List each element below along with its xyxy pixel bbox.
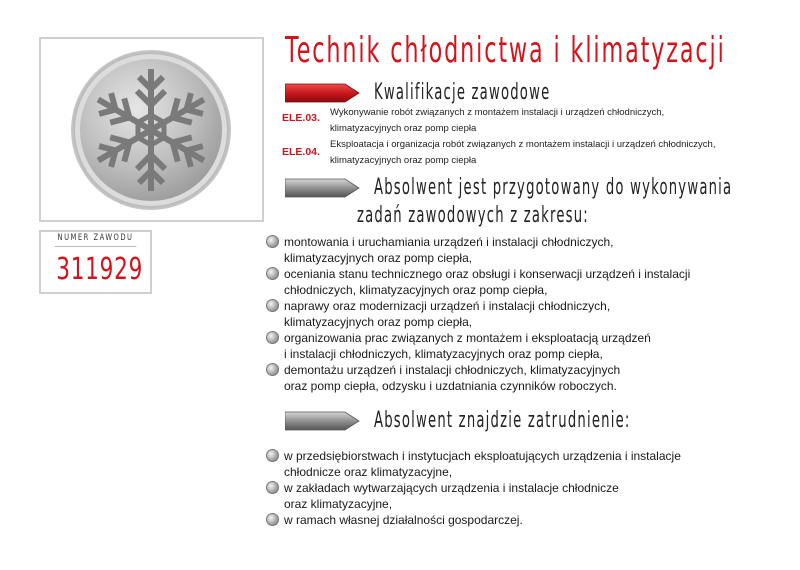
employment-list — [264, 448, 764, 528]
list-item: demontażu urządzeń i instalacji chłodniczych, klimatyzacyjnych oraz pomp ciepła, odzysku i uzdatniania czynników roboczych. — [264, 362, 764, 394]
qualification-text: Eksploatacja i organizacja robót związanych z montażem instalacji i urządzeń chłodniczych, — [330, 139, 716, 150]
profession-icon-frame — [39, 37, 264, 222]
qualification-code: ELE.03. — [282, 112, 320, 124]
list-item: w przedsiębiorstwach i instytucjach eksploatujących urządzenia i instalacje chłodnicze oraz klimatyzacyjne, — [264, 448, 764, 480]
list-item: naprawy oraz modernizacji urządzeń i instalacji chłodniczych, klimatyzacyjnych oraz pomp ciepła, — [264, 298, 764, 330]
bullet-icon — [266, 299, 279, 312]
page-title: Technik chłodnictwa i klimatyzacji — [285, 30, 726, 71]
list-item: w zakładach wytwarzających urządzenia i instalacje chłodnicze oraz klimatyzacyjne, — [264, 480, 764, 512]
list-item: montowania i uruchamiania urządzeń i instalacji chłodniczych, klimatyzacyjnych oraz pomp ciepła, — [264, 234, 764, 266]
qualifications-heading: Kwalifikacje zawodowe — [374, 80, 551, 105]
occupation-code-box — [39, 230, 152, 294]
occupation-code-label: NUMER ZAWODU — [55, 232, 137, 247]
qualification-text: Wykonywanie robót związanych z montażem instalacji i urządzeń chłodniczych, — [330, 107, 665, 118]
bullet-icon — [266, 449, 279, 462]
list-item: w ramach własnej działalności gospodarczej. — [264, 512, 764, 528]
qualification-code: ELE.04. — [282, 146, 320, 158]
gray-arrow-icon — [285, 177, 360, 199]
qualification-text: klimatyzacyjnych oraz pomp ciepła — [330, 123, 477, 134]
employment-heading: Absolwent znajdzie zatrudnienie: — [374, 408, 631, 433]
bullet-icon — [266, 481, 279, 494]
list-item: oceniania stanu technicznego oraz obsługi i konserwacji urządzeń i instalacji chłodniczych, klimatyzacyjnych oraz pomp ciepła, — [264, 266, 764, 298]
bullet-icon — [266, 513, 279, 526]
bullet-icon — [266, 363, 279, 376]
red-arrow-icon — [285, 82, 360, 104]
bullet-icon — [266, 331, 279, 344]
tasks-heading-line1: Absolwent jest przygotowany do wykonywania — [374, 175, 733, 200]
gray-arrow-icon — [285, 410, 360, 432]
tasks-list — [264, 234, 764, 394]
bullet-icon — [266, 235, 279, 248]
list-item: organizowania prac związanych z montażem i eksploatacją urządzeń i instalacji chłodniczych, klimatyzacyjnych oraz pomp ciepła, — [264, 330, 764, 362]
occupation-code-value: 311929 — [56, 252, 144, 287]
bullet-icon — [266, 267, 279, 280]
qualification-text: klimatyzacyjnych oraz pomp ciepła — [330, 155, 477, 166]
tasks-heading-line2: zadań zawodowych z zakresu: — [357, 203, 589, 228]
snowflake-icon — [41, 39, 262, 220]
